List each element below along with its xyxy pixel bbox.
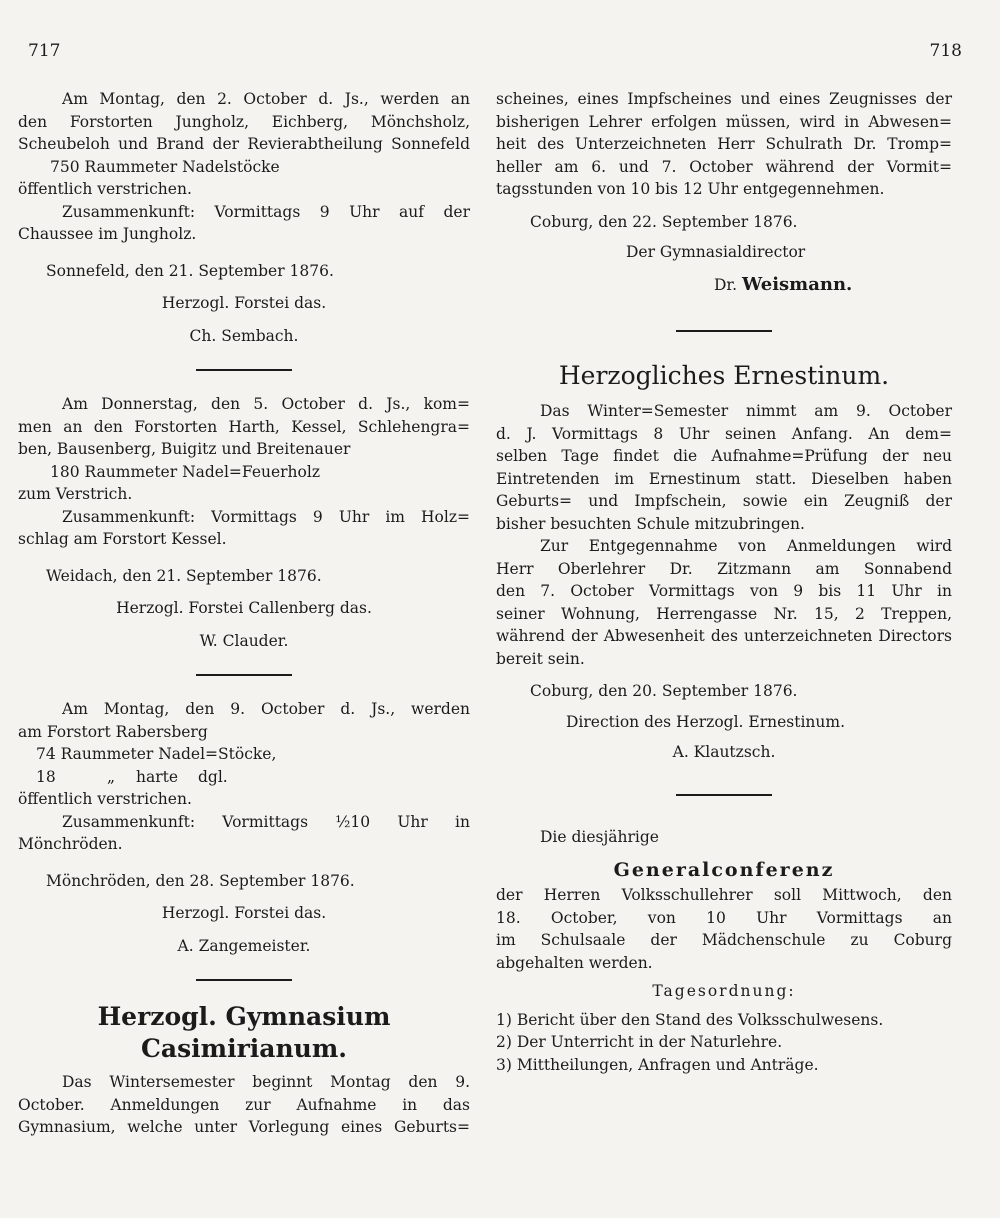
notice-signature <box>496 274 952 297</box>
agenda-item: 2) Der Unterricht in der Naturlehre. <box>496 1033 783 1051</box>
text-line: Zusammenkunft: Vormittags 9 Uhr im Holz= <box>62 507 470 526</box>
notice-gymnasium-continued <box>496 88 952 296</box>
text-line: Gymnasium, welche unter Vorlegung eines Geburts= <box>18 1118 470 1136</box>
notice-weidach <box>18 393 470 652</box>
text-line: bisherigen Lehrer erfolgen müssen, wird in Abwesen= <box>496 112 952 131</box>
notice-generalconferenz <box>496 826 952 1077</box>
text-line: den 7. October Vormittags von 9 bis 11 Uhr in <box>496 582 952 600</box>
text-line: Herr Oberlehrer Dr. Zitzmann am Sonnabend <box>496 559 952 578</box>
text-line: während der Abwesenheit des unterzeichneten Directors <box>496 627 952 645</box>
section-heading: Herzogliches Ernestinum. <box>558 361 890 390</box>
text-line: abgehalten werden. <box>496 953 653 972</box>
notice-date: Coburg, den 20. September 1876. <box>530 682 798 700</box>
notice-date: Mönchröden, den 28. September 1876. <box>46 871 355 890</box>
text-line: 750 Raummeter Nadelstöcke <box>50 157 280 176</box>
text-line: Am Donnerstag, den 5. October d. Js., kom= <box>62 395 470 413</box>
intro-text: Die diesjährige <box>540 827 659 846</box>
notice-date: Coburg, den 22. September 1876. <box>530 212 798 231</box>
separator-rule <box>196 979 292 981</box>
text-line: der Herren Volksschullehrer soll Mittwoch, den <box>496 886 952 904</box>
text-line: Am Montag, den 2. October d. Js., werden an <box>62 90 470 108</box>
text-line: zum Verstrich. <box>18 485 133 503</box>
section-heading: Herzogl. Gymnasium Casimirianum. <box>97 1002 391 1063</box>
text-line: October. Anmeldungen zur Aufnahme in das <box>18 1095 470 1114</box>
separator-rule <box>676 794 772 796</box>
page-number-left: 717 <box>28 41 61 61</box>
text-line: Eintretenden im Ernestinum statt. Dieselben haben <box>496 469 952 488</box>
text-line: Das Winter=Semester nimmt am 9. October <box>540 402 952 420</box>
text-line: scheines, eines Impfscheines und eines Zeugnisses der <box>496 90 952 108</box>
text-line: Das Wintersemester beginnt Montag den 9. <box>62 1073 470 1091</box>
agenda-list <box>496 1009 952 1077</box>
separator-rule <box>196 674 292 676</box>
agenda-item: 3) Mittheilungen, Anfragen und Anträge. <box>496 1055 819 1074</box>
ditto-abbrev: dgl. <box>198 767 228 786</box>
text-line: Am Montag, den 9. October d. Js., werden <box>62 700 470 718</box>
notice-date: Sonnefeld, den 21. September 1876. <box>46 261 334 280</box>
text-line: öffentlich verstrichen. <box>18 180 192 198</box>
separator-rule <box>196 369 292 371</box>
notice-sonnefeld <box>18 88 470 347</box>
text-line: heit des Unterzeichneten Herr Schulrath Dr. Tromp= <box>496 135 952 153</box>
text-line: bereit sein. <box>496 649 585 668</box>
notice-office: Direction des Herzogl. Ernestinum. <box>566 712 845 731</box>
text-line: ben, Bausenberg, Buigitz und Breitenauer <box>18 440 351 458</box>
text-line: schlag am Forstort Kessel. <box>18 530 227 548</box>
notice-moenchroeden <box>18 698 470 957</box>
text-line: tagsstunden von 10 bis 12 Uhr entgegennehmen. <box>496 180 885 198</box>
notice-office: Herzogl. Forstei das. <box>161 294 327 312</box>
text-line <box>18 766 470 789</box>
wood-type: harte <box>136 767 179 786</box>
notice-office: Der Gymnasialdirector <box>626 243 806 261</box>
text-line: heller am 6. und 7. October während der Vormit= <box>496 157 952 176</box>
text-line: Zur Entgegennahme von Anmeldungen wird <box>540 537 952 555</box>
section-heading: Generalconferenz <box>613 859 835 881</box>
text-line: öffentlich verstrichen. <box>18 790 192 808</box>
left-column <box>18 88 470 1139</box>
text-line: Zusammenkunft: Vormittags ½10 Uhr in <box>62 812 470 831</box>
notice-office: Herzogl. Forstei das. <box>161 904 327 922</box>
text-line: Mönchröden. <box>18 835 123 853</box>
signature-title: Dr. <box>714 275 738 294</box>
text-line: 18. October, von 10 Uhr Vormittags an <box>496 908 952 927</box>
notice-signature: A. Zangemeister. <box>177 936 311 955</box>
text-line: bisher besuchten Schule mitzubringen. <box>496 514 805 533</box>
text-line: selben Tage findet die Aufnahme=Prüfung der neu <box>496 447 952 465</box>
quantity-value: 18 <box>36 767 56 786</box>
ditto-mark: „ <box>106 767 116 786</box>
agenda-title: Tagesordnung: <box>652 982 796 1000</box>
text-line: seiner Wohnung, Herrengasse Nr. 15, 2 Treppen, <box>496 604 952 623</box>
page-number-right: 718 <box>929 41 962 61</box>
text-line: 180 Raummeter Nadel=Feuerholz <box>50 462 320 481</box>
text-line: 74 Raummeter Nadel=Stöcke, <box>36 745 277 763</box>
notice-ernestinum <box>496 360 952 764</box>
signature-name: Weismann. <box>742 273 853 295</box>
right-column <box>496 88 952 1076</box>
text-line: am Forstort Rabersberg <box>18 722 208 741</box>
agenda-item: 1) Bericht über den Stand des Volksschulwesens. <box>496 1010 884 1029</box>
text-line: Zusammenkunft: Vormittags 9 Uhr auf der <box>62 202 470 221</box>
notice-signature: Ch. Sembach. <box>189 326 299 345</box>
notice-signature: A. Klautzsch. <box>672 743 776 761</box>
text-line: den Forstorten Jungholz, Eichberg, Mönchsholz, <box>18 112 470 131</box>
notice-signature: W. Clauder. <box>199 631 289 650</box>
notice-date: Weidach, den 21. September 1876. <box>46 566 322 585</box>
separator-rule <box>676 330 772 332</box>
text-line: Chaussee im Jungholz. <box>18 225 197 243</box>
text-line: d. J. Vormittags 8 Uhr seinen Anfang. An dem= <box>496 424 952 443</box>
text-line: Geburts= und Impfschein, sowie ein Zeugniß der <box>496 492 952 510</box>
text-line: men an den Forstorten Harth, Kessel, Schlehengra= <box>18 417 470 436</box>
text-line: im Schulsaale der Mädchenschule zu Coburg <box>496 931 952 949</box>
notice-office: Herzogl. Forstei Callenberg das. <box>116 599 372 617</box>
notice-gymnasium <box>18 1001 470 1139</box>
text-line: Scheubeloh und Brand der Revierabtheilung Sonnefeld <box>18 135 470 153</box>
